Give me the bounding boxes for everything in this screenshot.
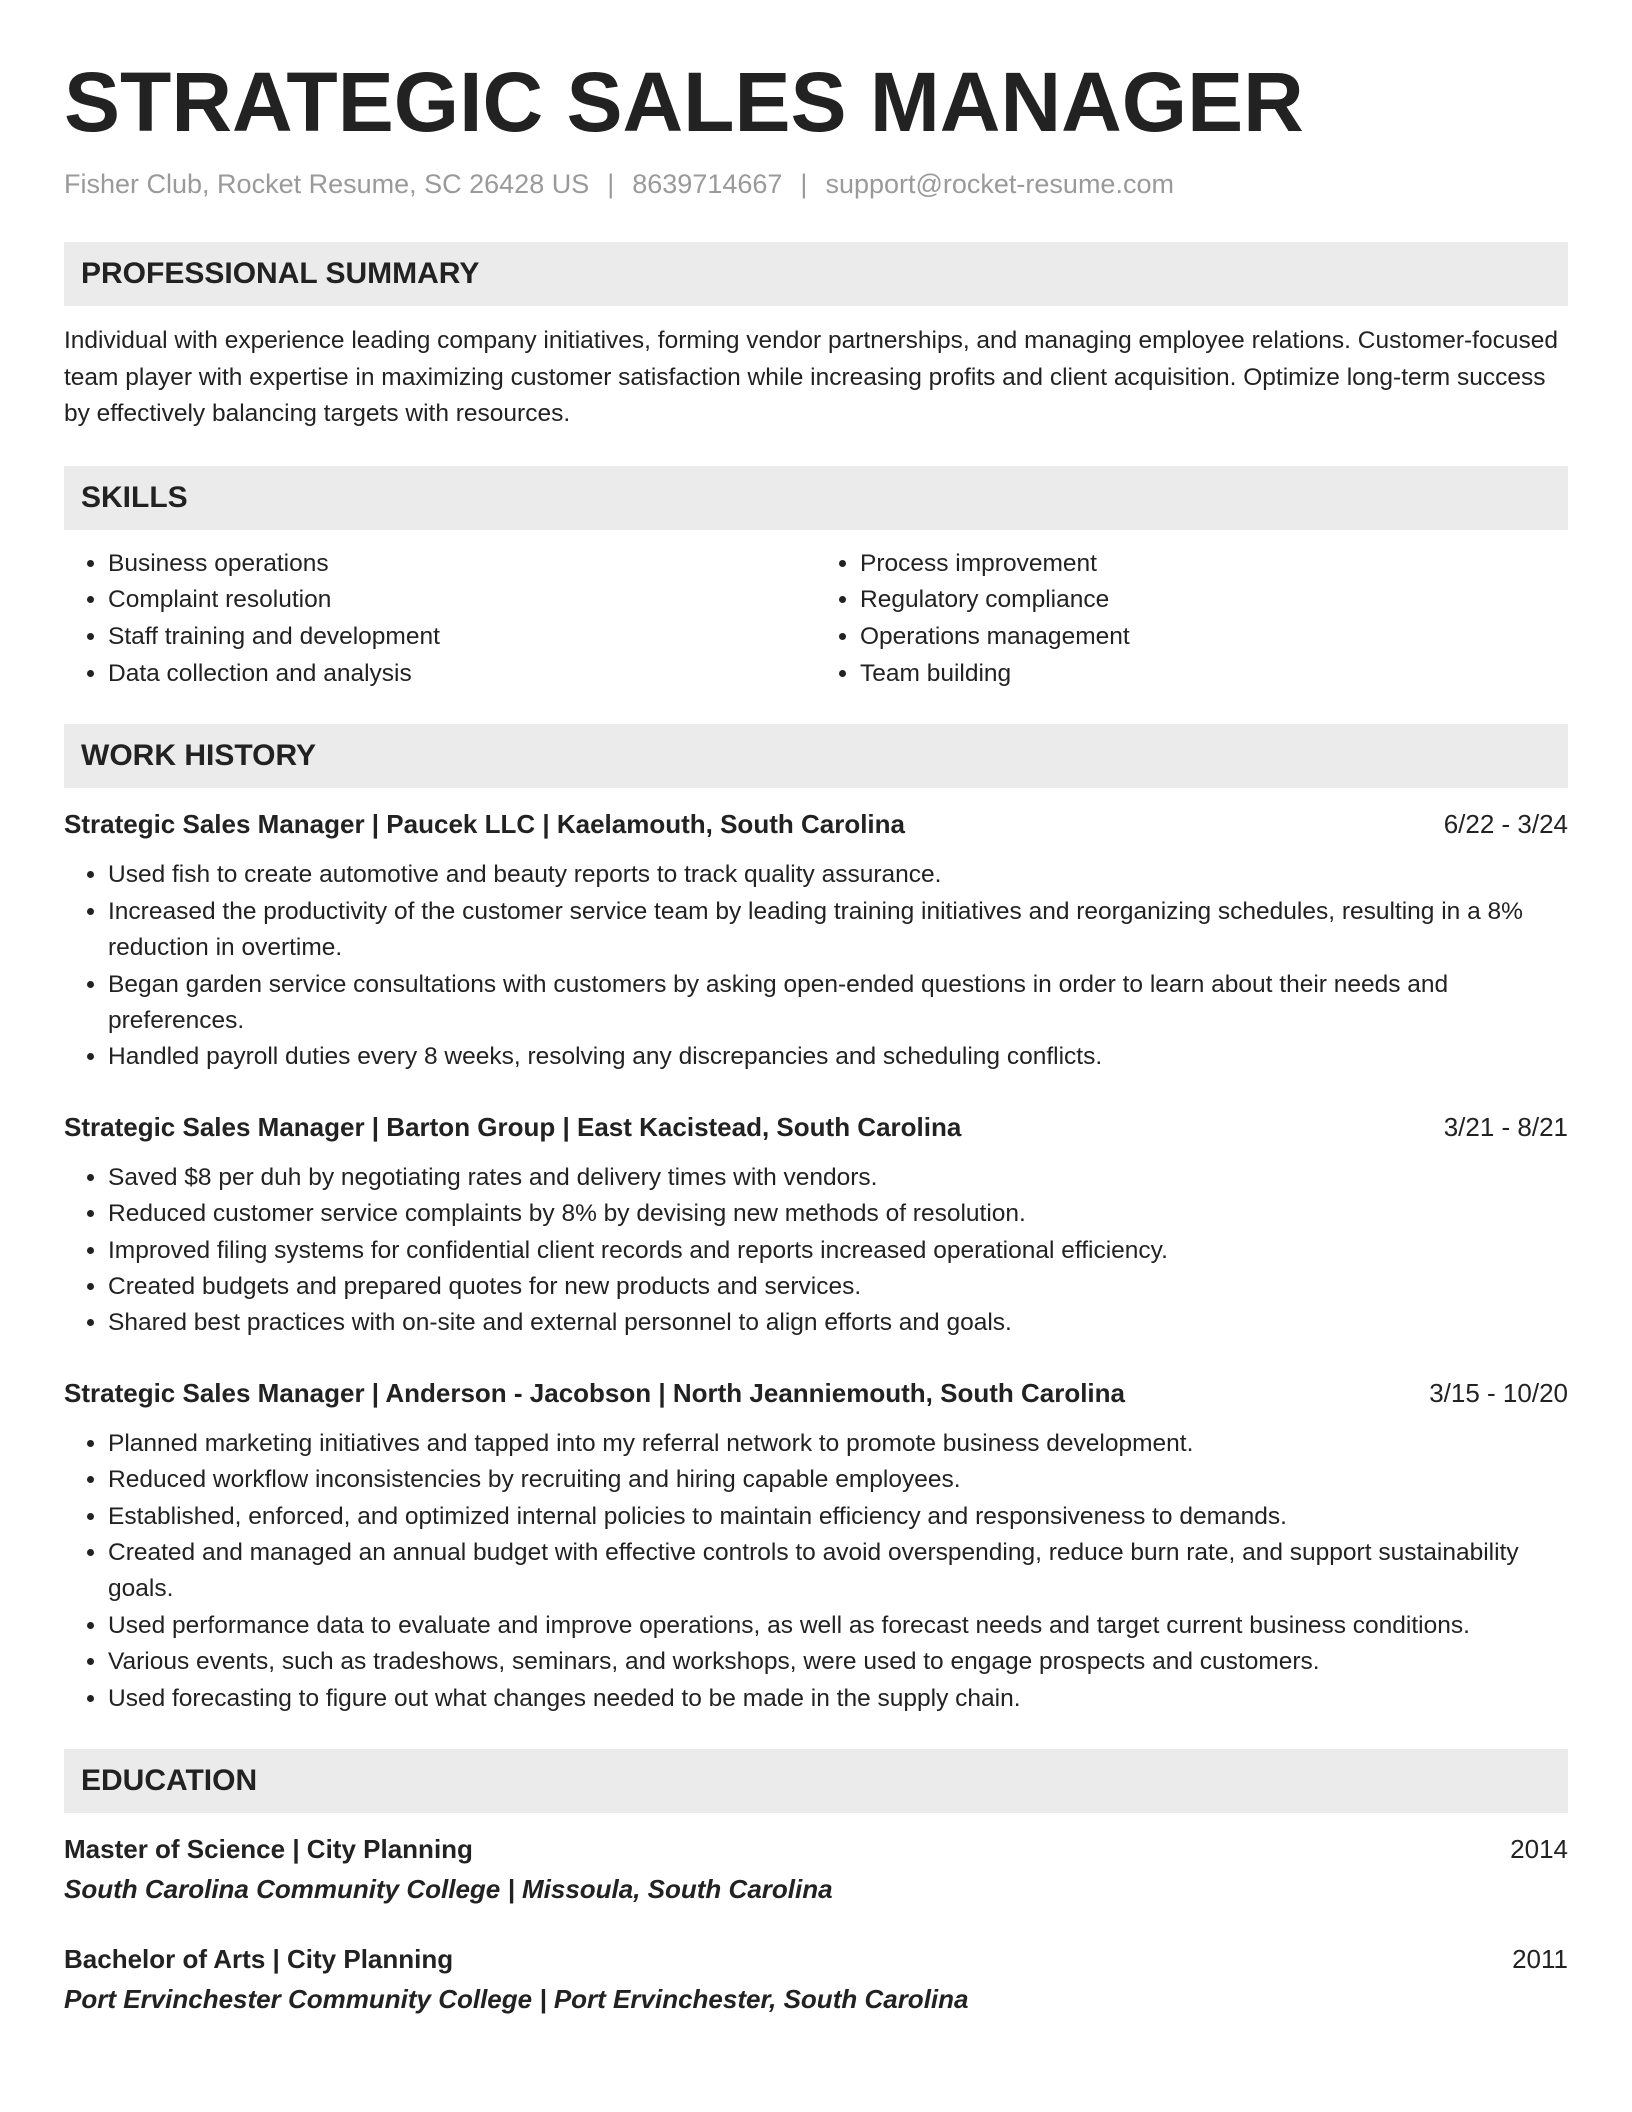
resume-title: STRATEGIC SALES MANAGER [64,55,1304,149]
contact-address: Fisher Club, Rocket Resume, SC 26428 US [64,169,590,199]
job-title: Strategic Sales Manager | Anderson - Jacobson | North Jeanniemouth, South Carolina [64,1377,1125,1408]
education-degree: Bachelor of Arts | City Planning [64,1944,454,1975]
skill-item: • Complaint resolution [108,582,816,619]
skill-item: • Team building [860,656,1568,693]
education-year: 2014 [1510,1834,1568,1865]
job-bullet: • Reduced workflow inconsistencies by recruiting and hiring capable employees. [108,1462,1568,1498]
job-bullet: • Used forecasting to figure out what changes needed to be made in the supply chain. [108,1681,1568,1717]
job-bullet: • Reduced customer service complaints by 8% by devising new methods of resolution. [108,1196,1568,1232]
education-entry [64,1831,1568,1907]
skills-column-right [816,546,1568,693]
education-header [64,1831,1568,1867]
work-history-heading: WORK HISTORY [64,724,1568,788]
education-entry [64,1941,1568,2017]
summary-text: Individual with experience leading company initiatives, forming vendor partnerships, and managing employee relations. Customer-focused team player with expertise in maximizing customer satisfaction while increasing profits and client acquisition. Optimize long-term success by effectively balancing targets with resources. [64,327,1558,427]
job-header [64,806,1568,842]
job-entry [64,806,1568,1075]
skill-item: • Operations management [860,619,1568,656]
skills-column-left [64,546,816,693]
skill-item: • Business operations [108,546,816,583]
contact-email: support@rocket-resume.com [825,169,1174,199]
job-bullet: • Increased the productivity of the customer service team by leading training initiatives and reorganizing schedules, resulting in a 8% reduction in overtime. [108,894,1568,967]
job-bullet: • Shared best practices with on-site and external personnel to align efforts and goals. [108,1305,1568,1341]
job-header [64,1375,1568,1411]
skills-list [64,546,1568,693]
contact-separator: | [800,169,808,199]
job-dates: 6/22 - 3/24 [1443,809,1568,840]
job-bullet: • Saved $8 per duh by negotiating rates and delivery times with vendors. [108,1160,1568,1196]
job-bullet: • Planned marketing initiatives and tapped into my referral network to promote business development. [108,1426,1568,1462]
job-bullets [64,857,1568,1075]
skill-item: • Process improvement [860,546,1568,583]
job-bullet: • Various events, such as tradeshows, seminars, and workshops, were used to engage prospects and customers. [108,1644,1568,1680]
job-bullet: • Created and managed an annual budget with effective controls to avoid overspending, reduce burn rate, and support sustainability goals. [108,1535,1568,1608]
job-bullet: • Established, enforced, and optimized internal policies to maintain efficiency and responsiveness to demands. [108,1499,1568,1535]
education-heading: EDUCATION [64,1749,1568,1813]
job-bullet: • Handled payroll duties every 8 weeks, resolving any discrepancies and scheduling conflicts. [108,1039,1568,1075]
education-header [64,1941,1568,1977]
skill-item: • Staff training and development [108,619,816,656]
education-degree: Master of Science | City Planning [64,1834,473,1865]
education-school: Port Ervinchester Community College | Port Ervinchester, South Carolina [64,1984,969,2015]
contact-phone: 8639714667 [632,169,783,199]
job-bullet: • Used fish to create automotive and beauty reports to track quality assurance. [108,857,1568,893]
summary-heading: PROFESSIONAL SUMMARY [64,242,1568,306]
contact-separator: | [607,169,615,199]
skill-item: • Data collection and analysis [108,656,816,693]
job-entry [64,1375,1568,1717]
job-dates: 3/15 - 10/20 [1429,1377,1568,1408]
job-bullet: • Began garden service consultations with customers by asking open-ended questions in order to learn about their needs and preferences. [108,967,1568,1040]
contact-line [64,166,1568,202]
job-entry [64,1109,1568,1342]
job-bullet: • Created budgets and prepared quotes for new products and services. [108,1269,1568,1305]
job-title: Strategic Sales Manager | Paucek LLC | Kaelamouth, South Carolina [64,809,905,840]
job-bullet: • Improved filing systems for confidential client records and reports increased operational efficiency. [108,1233,1568,1269]
job-header [64,1109,1568,1145]
education-year: 2011 [1512,1944,1568,1975]
education-school: South Carolina Community College | Missoula, South Carolina [64,1874,833,1905]
skills-heading: SKILLS [64,466,1568,530]
skill-item: • Regulatory compliance [860,582,1568,619]
job-bullet: • Used performance data to evaluate and improve operations, as well as forecast needs and target current business conditions. [108,1608,1568,1644]
job-bullets [64,1426,1568,1717]
job-bullets [64,1160,1568,1342]
job-title: Strategic Sales Manager | Barton Group | East Kacistead, South Carolina [64,1111,962,1142]
job-dates: 3/21 - 8/21 [1443,1111,1568,1142]
